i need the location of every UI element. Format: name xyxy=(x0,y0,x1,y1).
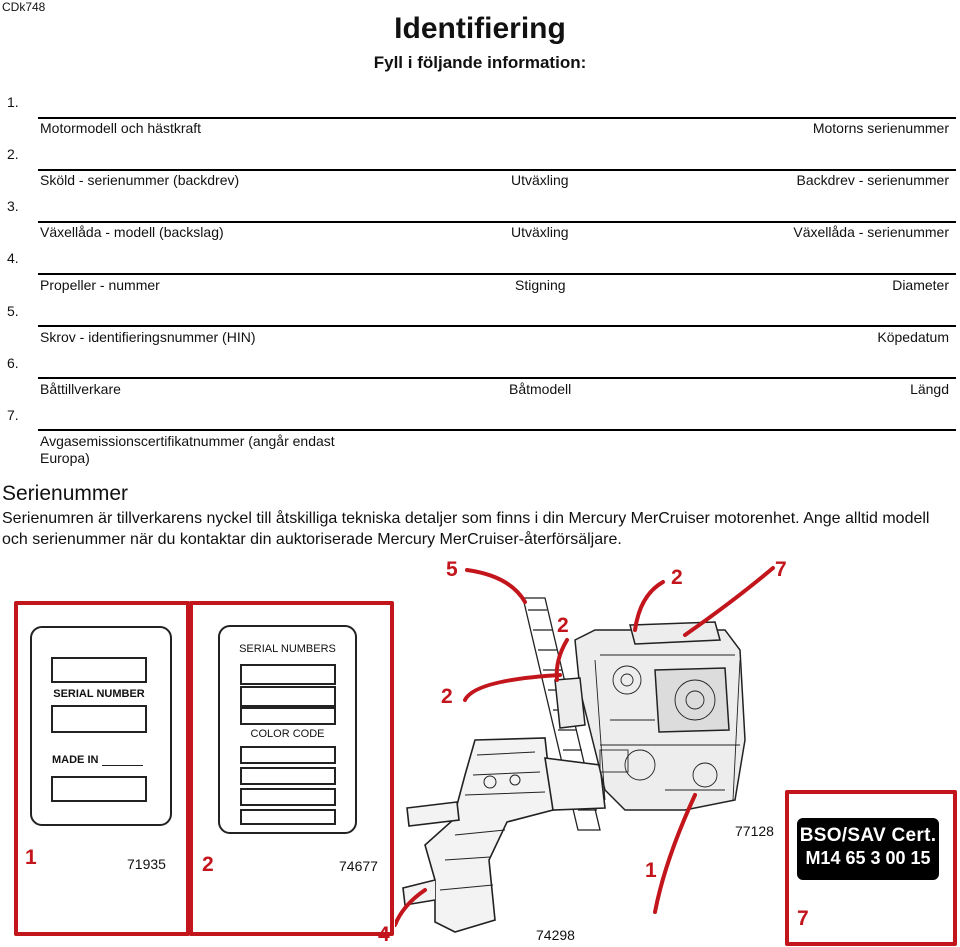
certificate-line-1: BSO/SAV Cert. xyxy=(799,825,937,846)
made-in-line xyxy=(102,765,143,766)
callout-number: 2 xyxy=(671,566,683,589)
document-code: CDk748 xyxy=(2,0,46,14)
callout-number: 2 xyxy=(557,614,569,637)
field-label: Backdrev - serienummer xyxy=(796,172,949,188)
callout-number: 1 xyxy=(25,846,37,869)
row-number: 3. xyxy=(7,198,19,214)
engine-illustration xyxy=(395,560,790,943)
serial-numbers-label: SERIAL NUMBERS xyxy=(239,643,336,655)
serial-number-label: SERIAL NUMBER xyxy=(53,688,145,700)
fill-in-line[interactable] xyxy=(38,117,956,119)
serial-number-field xyxy=(51,705,147,733)
callout-number: 7 xyxy=(775,558,787,581)
figure-reference: 71935 xyxy=(127,856,166,872)
row-number: 2. xyxy=(7,146,19,162)
blank-field xyxy=(51,657,147,683)
field-label: Motorns serienummer xyxy=(812,120,949,136)
blank-field xyxy=(240,707,336,725)
figure-reference: 74677 xyxy=(339,858,378,874)
made-in-label: MADE IN xyxy=(52,754,99,766)
callout-number: 5 xyxy=(446,558,458,581)
fill-in-line[interactable] xyxy=(38,221,956,223)
callout-number: 4 xyxy=(378,923,390,946)
callout-number: 1 xyxy=(645,859,657,882)
field-label: Utväxling xyxy=(511,224,569,240)
blank-field xyxy=(51,776,147,802)
callout-number: 2 xyxy=(441,685,453,708)
field-label: Avgasemissionscertifikatnummer (angår endast Europa) xyxy=(40,433,335,466)
row-number: 5. xyxy=(7,303,19,319)
field-label: Motormodell och hästkraft xyxy=(40,120,202,136)
fill-in-line[interactable] xyxy=(38,325,956,327)
callout-number: 2 xyxy=(202,853,214,876)
blank-field xyxy=(240,746,336,764)
field-label: Längd xyxy=(910,381,949,397)
fill-in-line[interactable] xyxy=(38,169,956,171)
fill-in-line[interactable] xyxy=(38,377,956,379)
page-subtitle: Fyll i följande information: xyxy=(373,53,587,72)
blank-field xyxy=(240,686,336,707)
field-label: Utväxling xyxy=(511,172,569,188)
field-label: Båtmodell xyxy=(509,381,572,397)
field-label: Propeller - nummer xyxy=(40,277,160,293)
certificate-label xyxy=(797,818,939,880)
field-label: Diameter xyxy=(892,277,949,293)
field-label: Köpedatum xyxy=(877,329,949,345)
section-paragraph: Serienumren är tillverkarens nyckel till åtskilliga tekniska detaljer som finns i din Mercury MerCruiser motorenhet. Ange alltid modell och serienummer när du kontaktar din auktoriserade Mercury MerCruiser-återförsäljare. xyxy=(2,510,930,548)
page-title: Identifiering xyxy=(394,12,566,45)
section-heading: Serienummer xyxy=(2,482,129,505)
row-number: 1. xyxy=(7,94,19,110)
field-label: Sköld - serienummer (backdrev) xyxy=(40,172,240,188)
field-label: Växellåda - modell (backslag) xyxy=(40,224,224,240)
color-code-label: COLOR CODE xyxy=(250,728,325,740)
blank-field xyxy=(240,767,336,785)
fill-in-line[interactable] xyxy=(38,273,956,275)
row-number: 7. xyxy=(7,407,19,423)
blank-field xyxy=(240,664,336,685)
field-label: Stigning xyxy=(515,277,566,293)
figure-reference: 74298 xyxy=(536,927,575,943)
blank-field xyxy=(240,809,336,825)
field-label: Växellåda - serienummer xyxy=(793,224,949,240)
callout-number: 7 xyxy=(797,907,809,930)
row-number: 4. xyxy=(7,250,19,266)
row-number: 6. xyxy=(7,355,19,371)
figure-reference: 77128 xyxy=(735,823,774,839)
field-label: Båttillverkare xyxy=(40,381,121,397)
field-label: Skrov - identifieringsnummer (HIN) xyxy=(40,329,256,345)
fill-in-line[interactable] xyxy=(38,429,956,431)
sterndrive-icon xyxy=(403,738,605,932)
blank-field xyxy=(240,788,336,806)
certificate-line-2: M14 65 3 00 15 xyxy=(805,848,931,868)
